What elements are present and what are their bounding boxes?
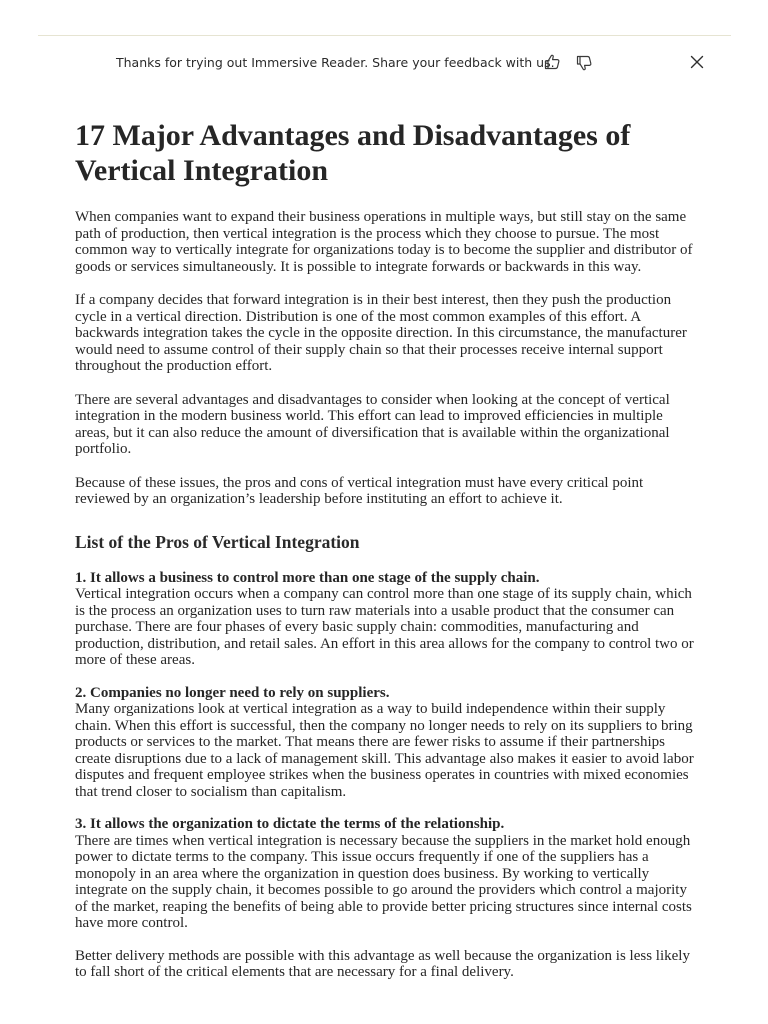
pro-item-title: 1. It allows a business to control more than one stage of the supply chain. <box>75 569 540 586</box>
trailing-paragraph: Better delivery methods are possible with this advantage as well because the organization is less likely to fall short of the critical elements that are necessary for a final delivery. <box>75 947 690 980</box>
pro-item-2 <box>75 685 695 801</box>
pro-item-title: 2. Companies no longer need to rely on suppliers. <box>75 684 390 701</box>
pro-item-body: Many organizations look at vertical integration as a way to build independence within their supply chain. When this effort is successful, then the company no longer needs to rely on its suppliers to bring products or services to the market. That means there are fewer risks to assume if their partnerships create disruptions due to a lack of management skill. This advantage also makes it easier to avoid labor disputes and frequent employee strikes when the business operates in countries with mixed economies that trend closer to socialism than capitalism. <box>75 701 694 800</box>
intro-paragraph-2: If a company decides that forward integration is in their best interest, then they push the production cycle in a vertical direction. Distribution is one of the most common examples of this effort. A backwards integration takes the cycle in the opposite direction. In this circumstance, the manufacturer would need to assume control of their supply chain so that their processes receive internal support throughout the production effort. <box>75 292 687 374</box>
pros-heading: List of the Pros of Vertical Integration <box>75 531 360 552</box>
pro-item-body: There are times when vertical integration is necessary because the suppliers in the market hold enough power to dictate terms to the company. This issue occurs frequently if one of the suppliers has a monopoly in an area where the organization in question does business. By working to vertically integrate on the supply chain, it becomes possible to go around the providers which control a majority of the market, reaping the benefits of being able to provide better pricing structures since internal costs have more control. <box>75 832 692 931</box>
pro-item-title: 3. It allows the organization to dictate the terms of the relationship. <box>75 816 505 832</box>
intro-paragraph-4: Because of these issues, the pros and cons of vertical integration must have every critical point reviewed by an organization’s leadership before instituting an effort to achieve it. <box>75 474 644 507</box>
top-divider <box>38 35 731 36</box>
reader-article <box>75 118 695 990</box>
thumbs-down-icon[interactable] <box>573 52 595 74</box>
article-title: 17 Major Advantages and Disadvantages of Vertical Integration <box>75 119 631 187</box>
intro-paragraph-3: There are several advantages and disadvantages to consider when looking at the concept of vertical integration in the modern business world. This effort can lead to improved efficiencies in multiple areas, but it can also reduce the amount of diversification that is available within the organizational portfolio. <box>75 391 670 457</box>
pro-item-body: Vertical integration occurs when a company can control more than one stage of its supply chain, which is the process an organization uses to turn raw materials into a usable product that the consumer can purchase. There are four phases of every basic supply chain: commodities, manufacturing and production, distribution, and retail sales. An effort in this area allows for the company to control two or more of these areas. <box>75 586 694 668</box>
thumbs-up-icon[interactable] <box>541 51 563 73</box>
intro-paragraph-1: When companies want to expand their business operations in multiple ways, but still stay on the same path of production, then vertical integration is the process which they choose to pursue. The most common way to vertically integrate for organizations today is to become the supplier and distributor of goods or services simultaneously. It is possible to integrate forwards or backwards in this way. <box>75 209 693 275</box>
pro-item-1 <box>75 570 695 669</box>
feedback-message: Thanks for trying out Immersive Reader. Share your feedback with us. <box>116 55 555 70</box>
feedback-banner <box>0 44 768 82</box>
pro-item-3 <box>75 816 695 932</box>
close-icon[interactable] <box>686 51 708 73</box>
